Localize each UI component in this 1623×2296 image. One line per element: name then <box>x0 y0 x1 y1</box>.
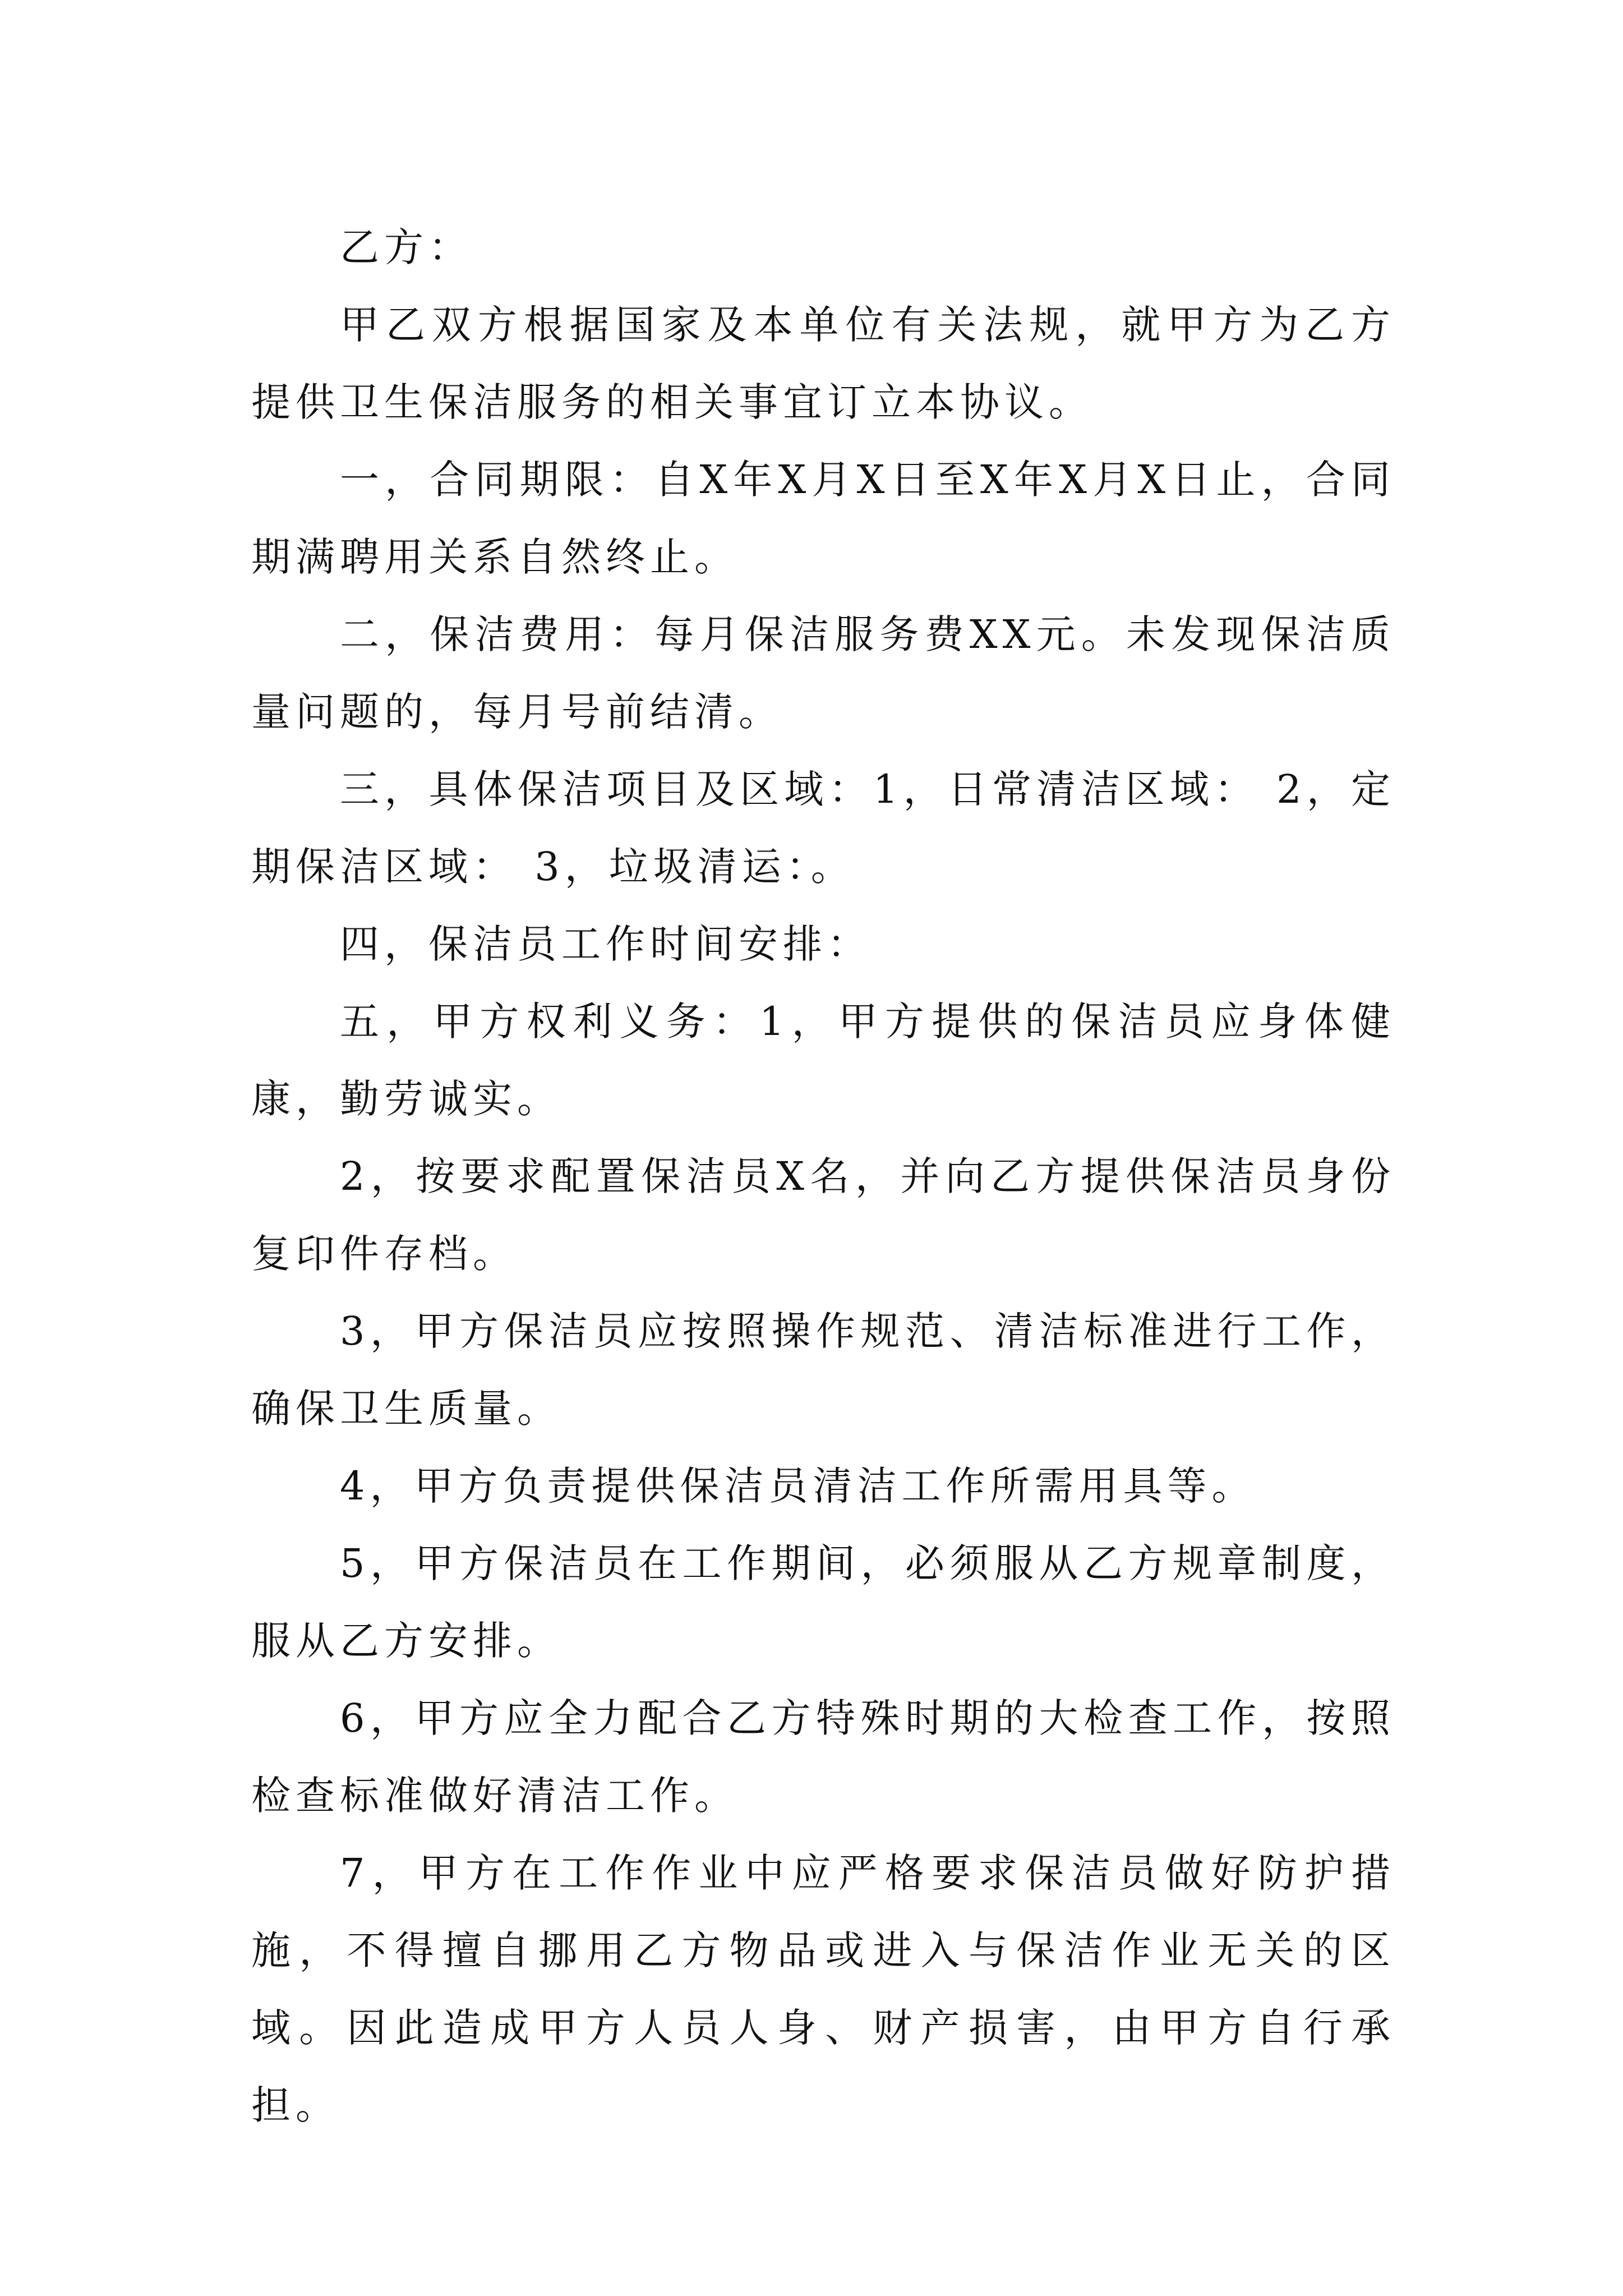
clause-item-2: 2，按要求配置保洁员X名，并向乙方提供保洁员身份复印件存档。 <box>251 1153 1395 1277</box>
clause-party-a-rights: 五，甲方权利义务：1，甲方提供的保洁员应身体健康，勤劳诚实。 <box>251 999 1395 1122</box>
document-body <box>251 209 1395 2144</box>
clause-item-7: 7，甲方在工作作业中应严格要求保洁员做好防护措施，不得擅自挪用乙方物品或进入与保洁作业无关的区域。因此造成甲方人员人身、财产损害，由甲方自行承担。 <box>251 1850 1395 2128</box>
clause-work-schedule: 四，保洁员工作时间安排： <box>340 921 872 967</box>
clause-item-6: 6，甲方应全力配合乙方特殊时期的大检查工作，按照检查标准做好清洁工作。 <box>251 1695 1395 1819</box>
clause-cleaning-areas: 三，具体保洁项目及区域：1，日常清洁区域： 2，定期保洁区域： 3，垃圾清运：。 <box>251 766 1395 890</box>
clause-cleaning-fee: 二，保洁费用：每月保洁服务费XX元。未发现保洁质量问题的，每月号前结清。 <box>251 611 1395 735</box>
party-b-heading: 乙方： <box>340 224 473 270</box>
clause-item-5: 5，甲方保洁员在工作期间，必须服从乙方规章制度，服从乙方安排。 <box>251 1540 1395 1664</box>
clause-contract-term: 一，合同期限：自X年X月X日至X年X月X日止，合同期满聘用关系自然终止。 <box>251 457 1395 580</box>
clause-item-3: 3，甲方保洁员应按照操作规范、清洁标准进行工作，确保卫生质量。 <box>251 1308 1395 1432</box>
clause-item-4: 4，甲方负责提供保洁员清洁工作所需用具等。 <box>340 1463 1256 1509</box>
preamble-paragraph: 甲乙双方根据国家及本单位有关法规，就甲方为乙方提供卫生保洁服务的相关事宜订立本协议。 <box>251 302 1395 425</box>
